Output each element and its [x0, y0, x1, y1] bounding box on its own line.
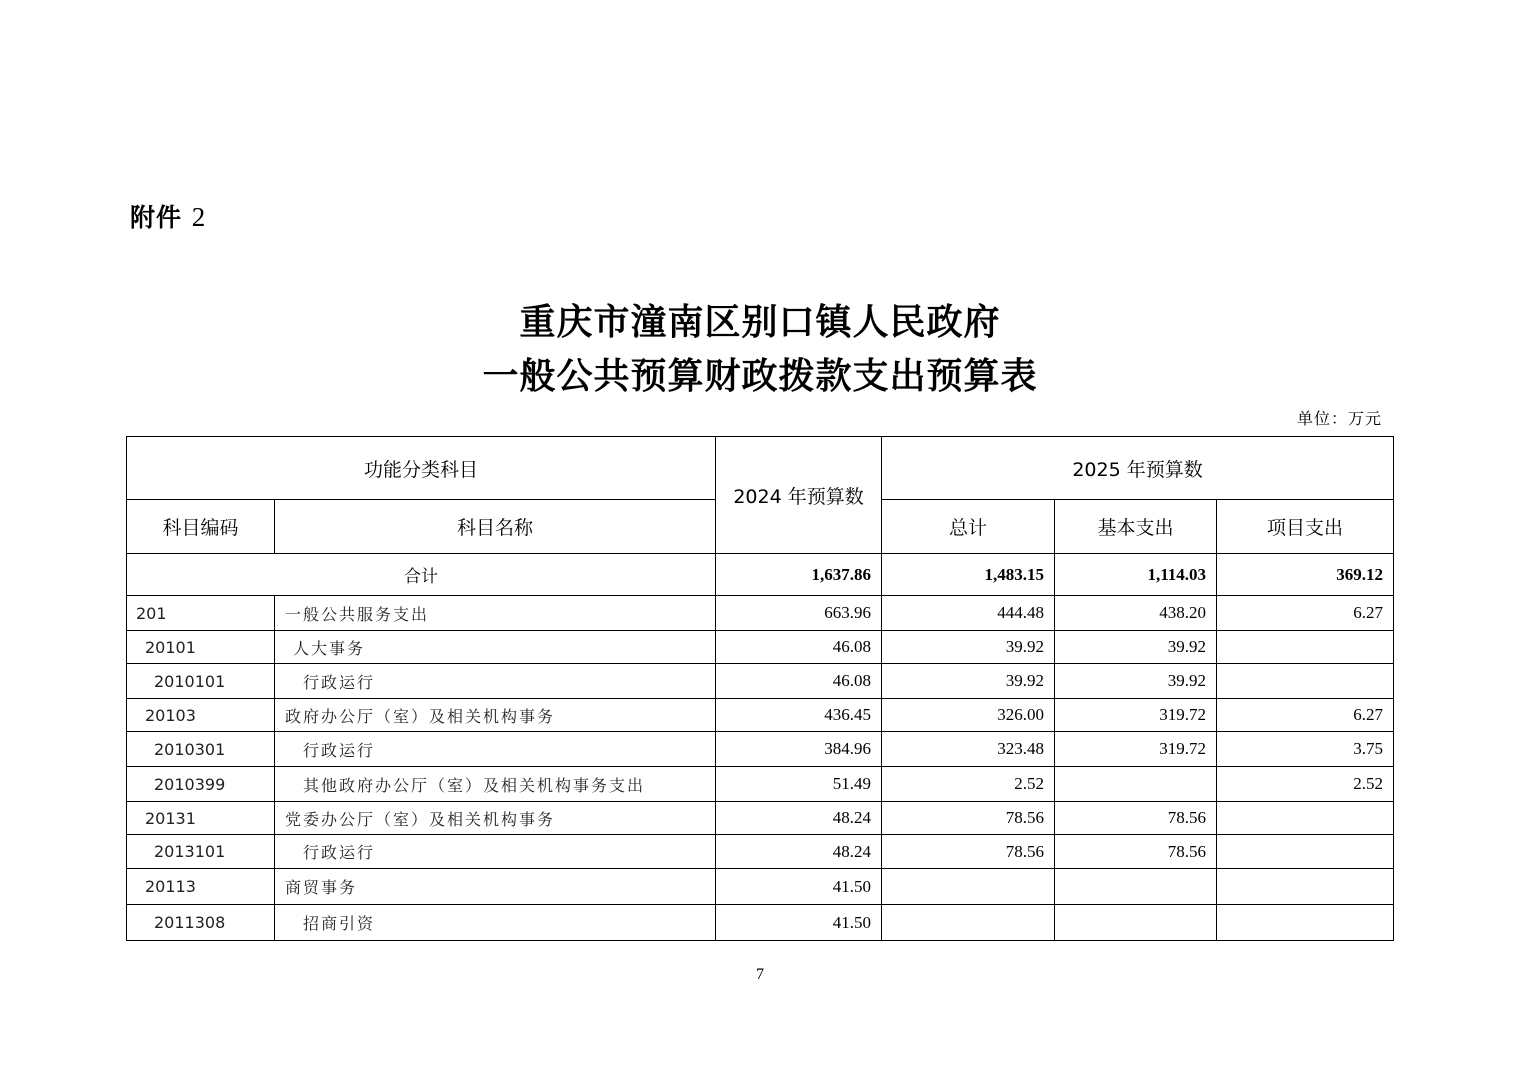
row-b2024: 46.08 — [716, 631, 882, 664]
row-code: 2010399 — [127, 767, 275, 802]
row-total: 323.48 — [882, 732, 1055, 767]
table-row — [127, 699, 1394, 732]
table-row — [127, 732, 1394, 767]
row-total: 78.56 — [882, 835, 1055, 869]
table-row — [127, 664, 1394, 699]
table-row — [127, 596, 1394, 631]
row-name: 商贸事务 — [275, 869, 716, 905]
total-project: 369.12 — [1217, 554, 1394, 596]
row-code: 20113 — [127, 869, 275, 905]
row-name: 人大事务 — [275, 631, 716, 664]
title-line-2: 一般公共预算财政拨款支出预算表 — [482, 355, 1038, 397]
attachment-text: 附件 — [130, 203, 183, 232]
row-b2024: 48.24 — [716, 802, 882, 835]
row-total — [882, 869, 1055, 905]
unit-label: 单位：万元 — [1296, 409, 1382, 428]
row-code: 2010101 — [127, 664, 275, 699]
header-basic: 基本支出 — [1055, 500, 1217, 554]
header-row-1 — [127, 437, 1394, 500]
row-code: 20131 — [127, 802, 275, 835]
row-project — [1217, 869, 1394, 905]
row-name: 党委办公厅（室）及相关机构事务 — [275, 802, 716, 835]
total-basic: 1,114.03 — [1055, 554, 1217, 596]
row-project: 6.27 — [1217, 699, 1394, 732]
row-basic: 319.72 — [1055, 699, 1217, 732]
row-basic — [1055, 767, 1217, 802]
row-name: 行政运行 — [275, 664, 716, 699]
row-b2024: 51.49 — [716, 767, 882, 802]
row-basic: 39.92 — [1055, 631, 1217, 664]
table-row — [127, 767, 1394, 802]
table-row — [127, 802, 1394, 835]
row-basic: 319.72 — [1055, 732, 1217, 767]
row-basic — [1055, 905, 1217, 941]
row-project: 3.75 — [1217, 732, 1394, 767]
header-name: 科目名称 — [275, 500, 716, 554]
row-basic — [1055, 869, 1217, 905]
row-b2024: 48.24 — [716, 835, 882, 869]
row-total: 444.48 — [882, 596, 1055, 631]
row-name: 政府办公厅（室）及相关机构事务 — [275, 699, 716, 732]
row-name: 行政运行 — [275, 732, 716, 767]
total-total: 1,483.15 — [882, 554, 1055, 596]
row-total: 39.92 — [882, 664, 1055, 699]
total-b2024: 1,637.86 — [716, 554, 882, 596]
row-total: 2.52 — [882, 767, 1055, 802]
row-total: 326.00 — [882, 699, 1055, 732]
row-name: 一般公共服务支出 — [275, 596, 716, 631]
header-code: 科目编码 — [127, 500, 275, 554]
row-b2024: 41.50 — [716, 905, 882, 941]
row-code: 20101 — [127, 631, 275, 664]
table-row — [127, 631, 1394, 664]
table-row — [127, 869, 1394, 905]
budget-table — [126, 436, 1394, 941]
row-total — [882, 905, 1055, 941]
header-project: 项目支出 — [1217, 500, 1394, 554]
total-row — [127, 554, 1394, 596]
row-basic: 78.56 — [1055, 835, 1217, 869]
table-row — [127, 835, 1394, 869]
row-code: 2013101 — [127, 835, 275, 869]
row-name: 招商引资 — [275, 905, 716, 941]
header-budget-2024: 2024 年预算数 — [716, 437, 882, 554]
row-b2024: 384.96 — [716, 732, 882, 767]
total-label: 合计 — [127, 554, 716, 596]
page-number: 7 — [756, 966, 764, 983]
table-row — [127, 905, 1394, 941]
row-project — [1217, 802, 1394, 835]
row-name: 其他政府办公厅（室）及相关机构事务支出 — [275, 767, 716, 802]
row-total: 78.56 — [882, 802, 1055, 835]
row-project — [1217, 835, 1394, 869]
header-budget-2025: 2025 年预算数 — [882, 437, 1394, 500]
row-total: 39.92 — [882, 631, 1055, 664]
row-code: 20103 — [127, 699, 275, 732]
row-b2024: 41.50 — [716, 869, 882, 905]
row-project: 6.27 — [1217, 596, 1394, 631]
row-basic: 78.56 — [1055, 802, 1217, 835]
row-project — [1217, 631, 1394, 664]
row-b2024: 663.96 — [716, 596, 882, 631]
row-basic: 438.20 — [1055, 596, 1217, 631]
row-project — [1217, 905, 1394, 941]
row-code: 201 — [127, 596, 275, 631]
attachment-label — [130, 198, 216, 234]
header-total: 总计 — [882, 500, 1055, 554]
header-func-class: 功能分类科目 — [127, 437, 716, 500]
row-code: 2011308 — [127, 905, 275, 941]
row-name: 行政运行 — [275, 835, 716, 869]
row-project: 2.52 — [1217, 767, 1394, 802]
row-b2024: 46.08 — [716, 664, 882, 699]
row-code: 2010301 — [127, 732, 275, 767]
row-basic: 39.92 — [1055, 664, 1217, 699]
attachment-number: 2 — [191, 202, 207, 232]
row-b2024: 436.45 — [716, 699, 882, 732]
title-line-1: 重庆市潼南区别口镇人民政府 — [519, 301, 1001, 343]
row-project — [1217, 664, 1394, 699]
